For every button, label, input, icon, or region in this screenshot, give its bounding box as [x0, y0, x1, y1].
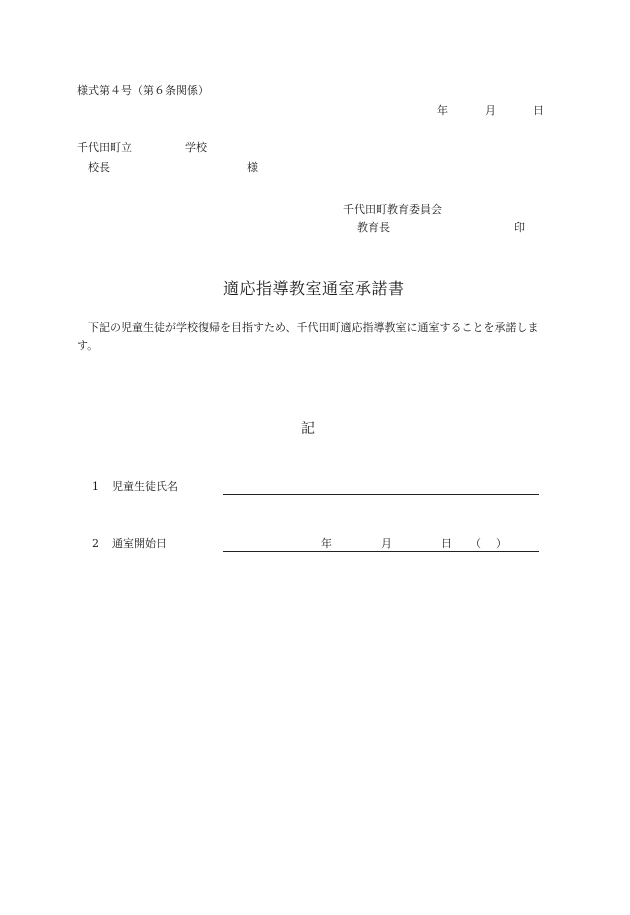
- recipient-town-school-prefix: 千代田町立: [77, 141, 132, 154]
- recipient-school-suffix: 学校: [185, 141, 207, 154]
- date-year-label: 年: [437, 104, 448, 117]
- recipient-principal: 校長: [88, 161, 110, 174]
- start-date-month-label: 月: [381, 537, 392, 550]
- item-number: 2: [92, 537, 99, 550]
- start-date-paren-open: （: [470, 537, 481, 550]
- document-body-text: 下記の児童生徒が学校復帰を目指すため、千代田町適応指導教室に通室することを承諾します。: [77, 321, 539, 352]
- recipient-honorific: 様: [247, 161, 258, 174]
- date-day-label: 日: [533, 104, 544, 117]
- date-month-label: 月: [485, 104, 496, 117]
- ki-heading: 記: [301, 421, 315, 437]
- document-title: 適応指導教室通室承諾書: [223, 279, 405, 298]
- form-number: 様式第４号（第６条関係）: [77, 84, 209, 97]
- item-number: 1: [92, 480, 99, 493]
- start-date-paren-close: ）: [496, 537, 507, 550]
- student-name-fill-line[interactable]: [223, 494, 539, 495]
- issuer-title: 教育長: [357, 221, 390, 234]
- issuer-seal: 印: [514, 221, 525, 234]
- item-label-student-name: 児童生徒氏名: [112, 480, 178, 493]
- item-label-start-date: 通室開始日: [112, 537, 167, 550]
- start-date-year-label: 年: [321, 537, 332, 550]
- start-date-fill-line[interactable]: [223, 551, 539, 552]
- start-date-day-label: 日: [441, 537, 452, 550]
- issuer-organization: 千代田町教育委員会: [343, 203, 442, 216]
